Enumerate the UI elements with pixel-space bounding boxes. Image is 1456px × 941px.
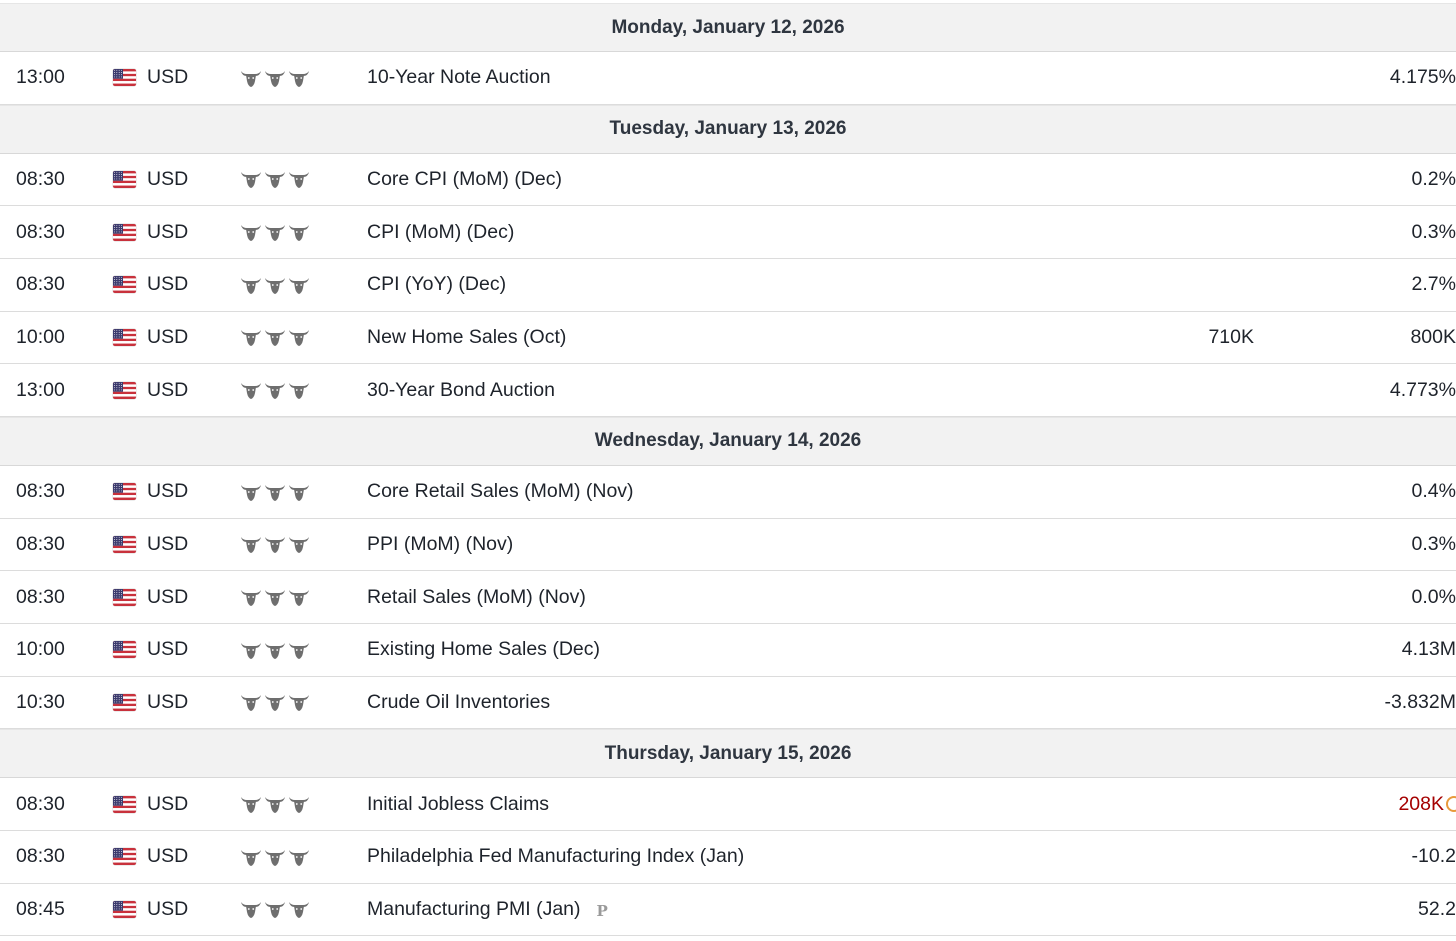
- bull-icon: [240, 587, 262, 607]
- event-previous: -3.832M: [1384, 690, 1456, 713]
- event-time: 13:00: [16, 66, 65, 89]
- event-previous-cell: [1398, 778, 1456, 830]
- bull-icon: [288, 847, 310, 867]
- event-row[interactable]: [0, 519, 1456, 572]
- event-previous: 0.3%: [1411, 220, 1456, 243]
- event-previous: 0.2%: [1411, 167, 1456, 190]
- event-row[interactable]: [0, 206, 1456, 259]
- event-name-link[interactable]: 30-Year Bond Auction: [367, 378, 555, 401]
- us-flag-icon: [113, 901, 136, 918]
- event-name-link[interactable]: Core CPI (MoM) (Dec): [367, 167, 563, 190]
- bull-icon: [288, 68, 310, 88]
- bull-icon: [264, 68, 286, 88]
- event-currency: USD: [147, 845, 189, 868]
- event-time: 08:30: [16, 167, 65, 190]
- us-flag-icon: [113, 224, 136, 241]
- bull-icon: [264, 482, 286, 502]
- us-flag-icon: [113, 589, 136, 606]
- bull-icon: [240, 482, 262, 502]
- event-row[interactable]: [0, 312, 1456, 365]
- event-previous-cell: [1412, 831, 1456, 883]
- event-row[interactable]: [0, 677, 1456, 730]
- bull-icon: [264, 275, 286, 295]
- event-name-link[interactable]: Crude Oil Inventories: [367, 690, 551, 713]
- bull-rating: [240, 68, 310, 88]
- importance-rating: [240, 259, 310, 311]
- event-previous-cell: [1402, 624, 1456, 676]
- bull-rating: [240, 847, 310, 867]
- importance-rating: [240, 884, 310, 936]
- event-time: 08:30: [16, 845, 65, 868]
- bull-rating: [240, 169, 310, 189]
- event-previous-cell: [1412, 519, 1456, 571]
- event-row[interactable]: [0, 778, 1456, 831]
- bull-icon: [288, 380, 310, 400]
- bull-rating: [240, 327, 310, 347]
- event-name-link[interactable]: New Home Sales (Oct): [367, 325, 567, 348]
- flag-cell: [113, 466, 136, 518]
- event-name-link[interactable]: Existing Home Sales (Dec): [367, 638, 600, 661]
- bull-rating: [240, 534, 310, 554]
- event-previous: 0.4%: [1411, 480, 1456, 503]
- event-row[interactable]: [0, 259, 1456, 312]
- event-currency: USD: [147, 585, 189, 608]
- revision-indicator-icon[interactable]: [1446, 795, 1456, 813]
- event-name-cell[interactable]: [367, 312, 566, 364]
- bull-icon: [264, 534, 286, 554]
- event-previous: 0.3%: [1411, 532, 1456, 555]
- event-previous-cell: [1384, 677, 1456, 729]
- event-name-link[interactable]: Manufacturing PMI (Jan): [367, 897, 581, 920]
- bull-icon: [288, 275, 310, 295]
- event-name-link[interactable]: Philadelphia Fed Manufacturing Index (Jan): [367, 845, 745, 868]
- event-currency: USD: [147, 325, 189, 348]
- event-name-cell[interactable]: [367, 677, 550, 729]
- event-previous-cell: [1390, 52, 1456, 104]
- preliminary-icon: P: [596, 902, 608, 921]
- importance-rating: [240, 571, 310, 623]
- bull-icon: [240, 222, 262, 242]
- event-name-cell[interactable]: [367, 154, 562, 206]
- bull-icon: [264, 587, 286, 607]
- event-currency: USD: [147, 66, 189, 89]
- us-flag-icon: [113, 536, 136, 553]
- event-time: 13:00: [16, 378, 65, 401]
- event-name-cell[interactable]: [367, 831, 744, 883]
- event-name-link[interactable]: CPI (YoY) (Dec): [367, 273, 507, 296]
- importance-rating: [240, 154, 310, 206]
- bull-icon: [288, 327, 310, 347]
- event-name-cell[interactable]: [367, 259, 506, 311]
- event-previous: 0.0%: [1411, 585, 1456, 608]
- event-previous: 4.773%: [1389, 378, 1456, 401]
- event-row[interactable]: [0, 52, 1456, 105]
- bull-rating: [240, 587, 310, 607]
- importance-rating: [240, 831, 310, 883]
- event-name-cell[interactable]: [367, 624, 600, 676]
- us-flag-icon: [113, 694, 136, 711]
- event-previous: -10.2: [1411, 845, 1456, 868]
- event-previous: 4.13M: [1401, 638, 1456, 661]
- bull-rating: [240, 275, 310, 295]
- day-header: Tuesday, January 13, 2026: [0, 105, 1456, 154]
- event-previous: 52.2: [1418, 897, 1456, 920]
- us-flag-icon: [113, 69, 136, 86]
- event-name-cell[interactable]: [367, 519, 513, 571]
- event-time: 08:30: [16, 220, 65, 243]
- flag-cell: [113, 52, 136, 104]
- importance-rating: [240, 778, 310, 830]
- importance-rating: [240, 624, 310, 676]
- event-previous: 4.175%: [1389, 66, 1456, 89]
- event-currency: USD: [147, 378, 189, 401]
- flag-cell: [113, 571, 136, 623]
- flag-cell: [113, 624, 136, 676]
- event-previous-cell: [1412, 571, 1456, 623]
- bull-rating: [240, 380, 310, 400]
- flag-cell: [113, 677, 136, 729]
- event-previous-cell: [1410, 312, 1456, 364]
- bull-icon: [288, 534, 310, 554]
- flag-cell: [113, 259, 136, 311]
- bull-icon: [288, 899, 310, 919]
- us-flag-icon: [113, 276, 136, 293]
- importance-rating: [240, 206, 310, 258]
- event-time: 08:30: [16, 273, 65, 296]
- importance-rating: [240, 52, 310, 104]
- event-currency: USD: [147, 532, 189, 555]
- event-name-cell[interactable]: [367, 206, 514, 258]
- bull-icon: [288, 482, 310, 502]
- us-flag-icon: [113, 796, 136, 813]
- event-row[interactable]: [0, 624, 1456, 677]
- event-time: 08:30: [16, 532, 65, 555]
- event-row[interactable]: [0, 364, 1456, 417]
- event-name-link[interactable]: Initial Jobless Claims: [367, 792, 550, 815]
- us-flag-icon: [113, 329, 136, 346]
- bull-icon: [240, 275, 262, 295]
- bull-icon: [240, 847, 262, 867]
- event-previous: 2.7%: [1411, 273, 1456, 296]
- event-previous-cell: [1418, 884, 1456, 936]
- flag-cell: [113, 154, 136, 206]
- bull-icon: [264, 640, 286, 660]
- event-currency: USD: [147, 220, 189, 243]
- bull-icon: [264, 899, 286, 919]
- event-forecast: 710K: [1208, 325, 1254, 348]
- flag-cell: [113, 364, 136, 416]
- us-flag-icon: [113, 641, 136, 658]
- event-previous-cell: [1412, 206, 1456, 258]
- bull-icon: [288, 169, 310, 189]
- importance-rating: [240, 466, 310, 518]
- event-time: 08:30: [16, 792, 65, 815]
- bull-icon: [240, 692, 262, 712]
- event-time: 08:30: [16, 585, 65, 608]
- event-currency: USD: [147, 167, 189, 190]
- event-time: 10:30: [16, 690, 65, 713]
- bull-icon: [264, 327, 286, 347]
- event-name-cell[interactable]: [367, 52, 551, 104]
- event-name-link[interactable]: PPI (MoM) (Nov): [367, 532, 514, 555]
- event-previous-cell: [1412, 154, 1456, 206]
- event-time: 08:45: [16, 897, 65, 920]
- bull-icon: [264, 692, 286, 712]
- importance-rating: [240, 364, 310, 416]
- bull-icon: [240, 68, 262, 88]
- bull-rating: [240, 482, 310, 502]
- flag-cell: [113, 831, 136, 883]
- us-flag-icon: [113, 171, 136, 188]
- bull-icon: [264, 794, 286, 814]
- bull-icon: [240, 380, 262, 400]
- bull-icon: [240, 899, 262, 919]
- event-row[interactable]: [0, 154, 1456, 207]
- event-time: 10:00: [16, 325, 65, 348]
- bull-rating: [240, 899, 310, 919]
- bull-icon: [264, 222, 286, 242]
- bull-rating: [240, 794, 310, 814]
- event-previous: 208K: [1398, 792, 1444, 815]
- event-name-link[interactable]: Retail Sales (MoM) (Nov): [367, 585, 586, 608]
- importance-rating: [240, 677, 310, 729]
- bull-icon: [240, 169, 262, 189]
- flag-cell: [113, 312, 136, 364]
- importance-rating: [240, 312, 310, 364]
- event-row[interactable]: [0, 571, 1456, 624]
- bull-icon: [240, 794, 262, 814]
- bull-icon: [288, 692, 310, 712]
- bull-rating: [240, 640, 310, 660]
- bull-icon: [240, 534, 262, 554]
- event-name-link[interactable]: 10-Year Note Auction: [367, 66, 551, 89]
- event-name-link[interactable]: Core Retail Sales (MoM) (Nov): [367, 480, 634, 503]
- flag-cell: [113, 884, 136, 936]
- bull-rating: [240, 222, 310, 242]
- day-header: Monday, January 12, 2026: [0, 3, 1456, 52]
- event-time: 08:30: [16, 480, 65, 503]
- event-name-cell[interactable]: [367, 571, 586, 623]
- event-previous-cell: [1412, 466, 1456, 518]
- flag-cell: [113, 519, 136, 571]
- us-flag-icon: [113, 848, 136, 865]
- event-name-cell[interactable]: [367, 884, 608, 936]
- bull-icon: [264, 169, 286, 189]
- event-time: 10:00: [16, 638, 65, 661]
- bull-icon: [264, 847, 286, 867]
- event-name-cell[interactable]: [367, 364, 555, 416]
- event-currency: USD: [147, 690, 189, 713]
- bull-rating: [240, 692, 310, 712]
- event-row[interactable]: [0, 884, 1456, 937]
- bull-icon: [264, 380, 286, 400]
- day-header: Thursday, January 15, 2026: [0, 729, 1456, 778]
- event-currency: USD: [147, 273, 189, 296]
- day-header: Wednesday, January 14, 2026: [0, 417, 1456, 466]
- event-previous-cell: [1412, 259, 1456, 311]
- event-name-cell[interactable]: [367, 778, 549, 830]
- event-currency: USD: [147, 792, 189, 815]
- us-flag-icon: [113, 382, 136, 399]
- bull-icon: [240, 327, 262, 347]
- flag-cell: [113, 778, 136, 830]
- event-previous-cell: [1390, 364, 1456, 416]
- flag-cell: [113, 206, 136, 258]
- us-flag-icon: [113, 483, 136, 500]
- importance-rating: [240, 519, 310, 571]
- event-row[interactable]: [0, 831, 1456, 884]
- event-name-cell[interactable]: [367, 466, 634, 518]
- event-name-link[interactable]: CPI (MoM) (Dec): [367, 220, 515, 243]
- event-row[interactable]: [0, 466, 1456, 519]
- bull-icon: [288, 222, 310, 242]
- event-currency: USD: [147, 638, 189, 661]
- bull-icon: [288, 640, 310, 660]
- bull-icon: [288, 587, 310, 607]
- bull-icon: [288, 794, 310, 814]
- event-previous: 800K: [1410, 325, 1456, 348]
- event-currency: USD: [147, 897, 189, 920]
- bull-icon: [240, 640, 262, 660]
- event-currency: USD: [147, 480, 189, 503]
